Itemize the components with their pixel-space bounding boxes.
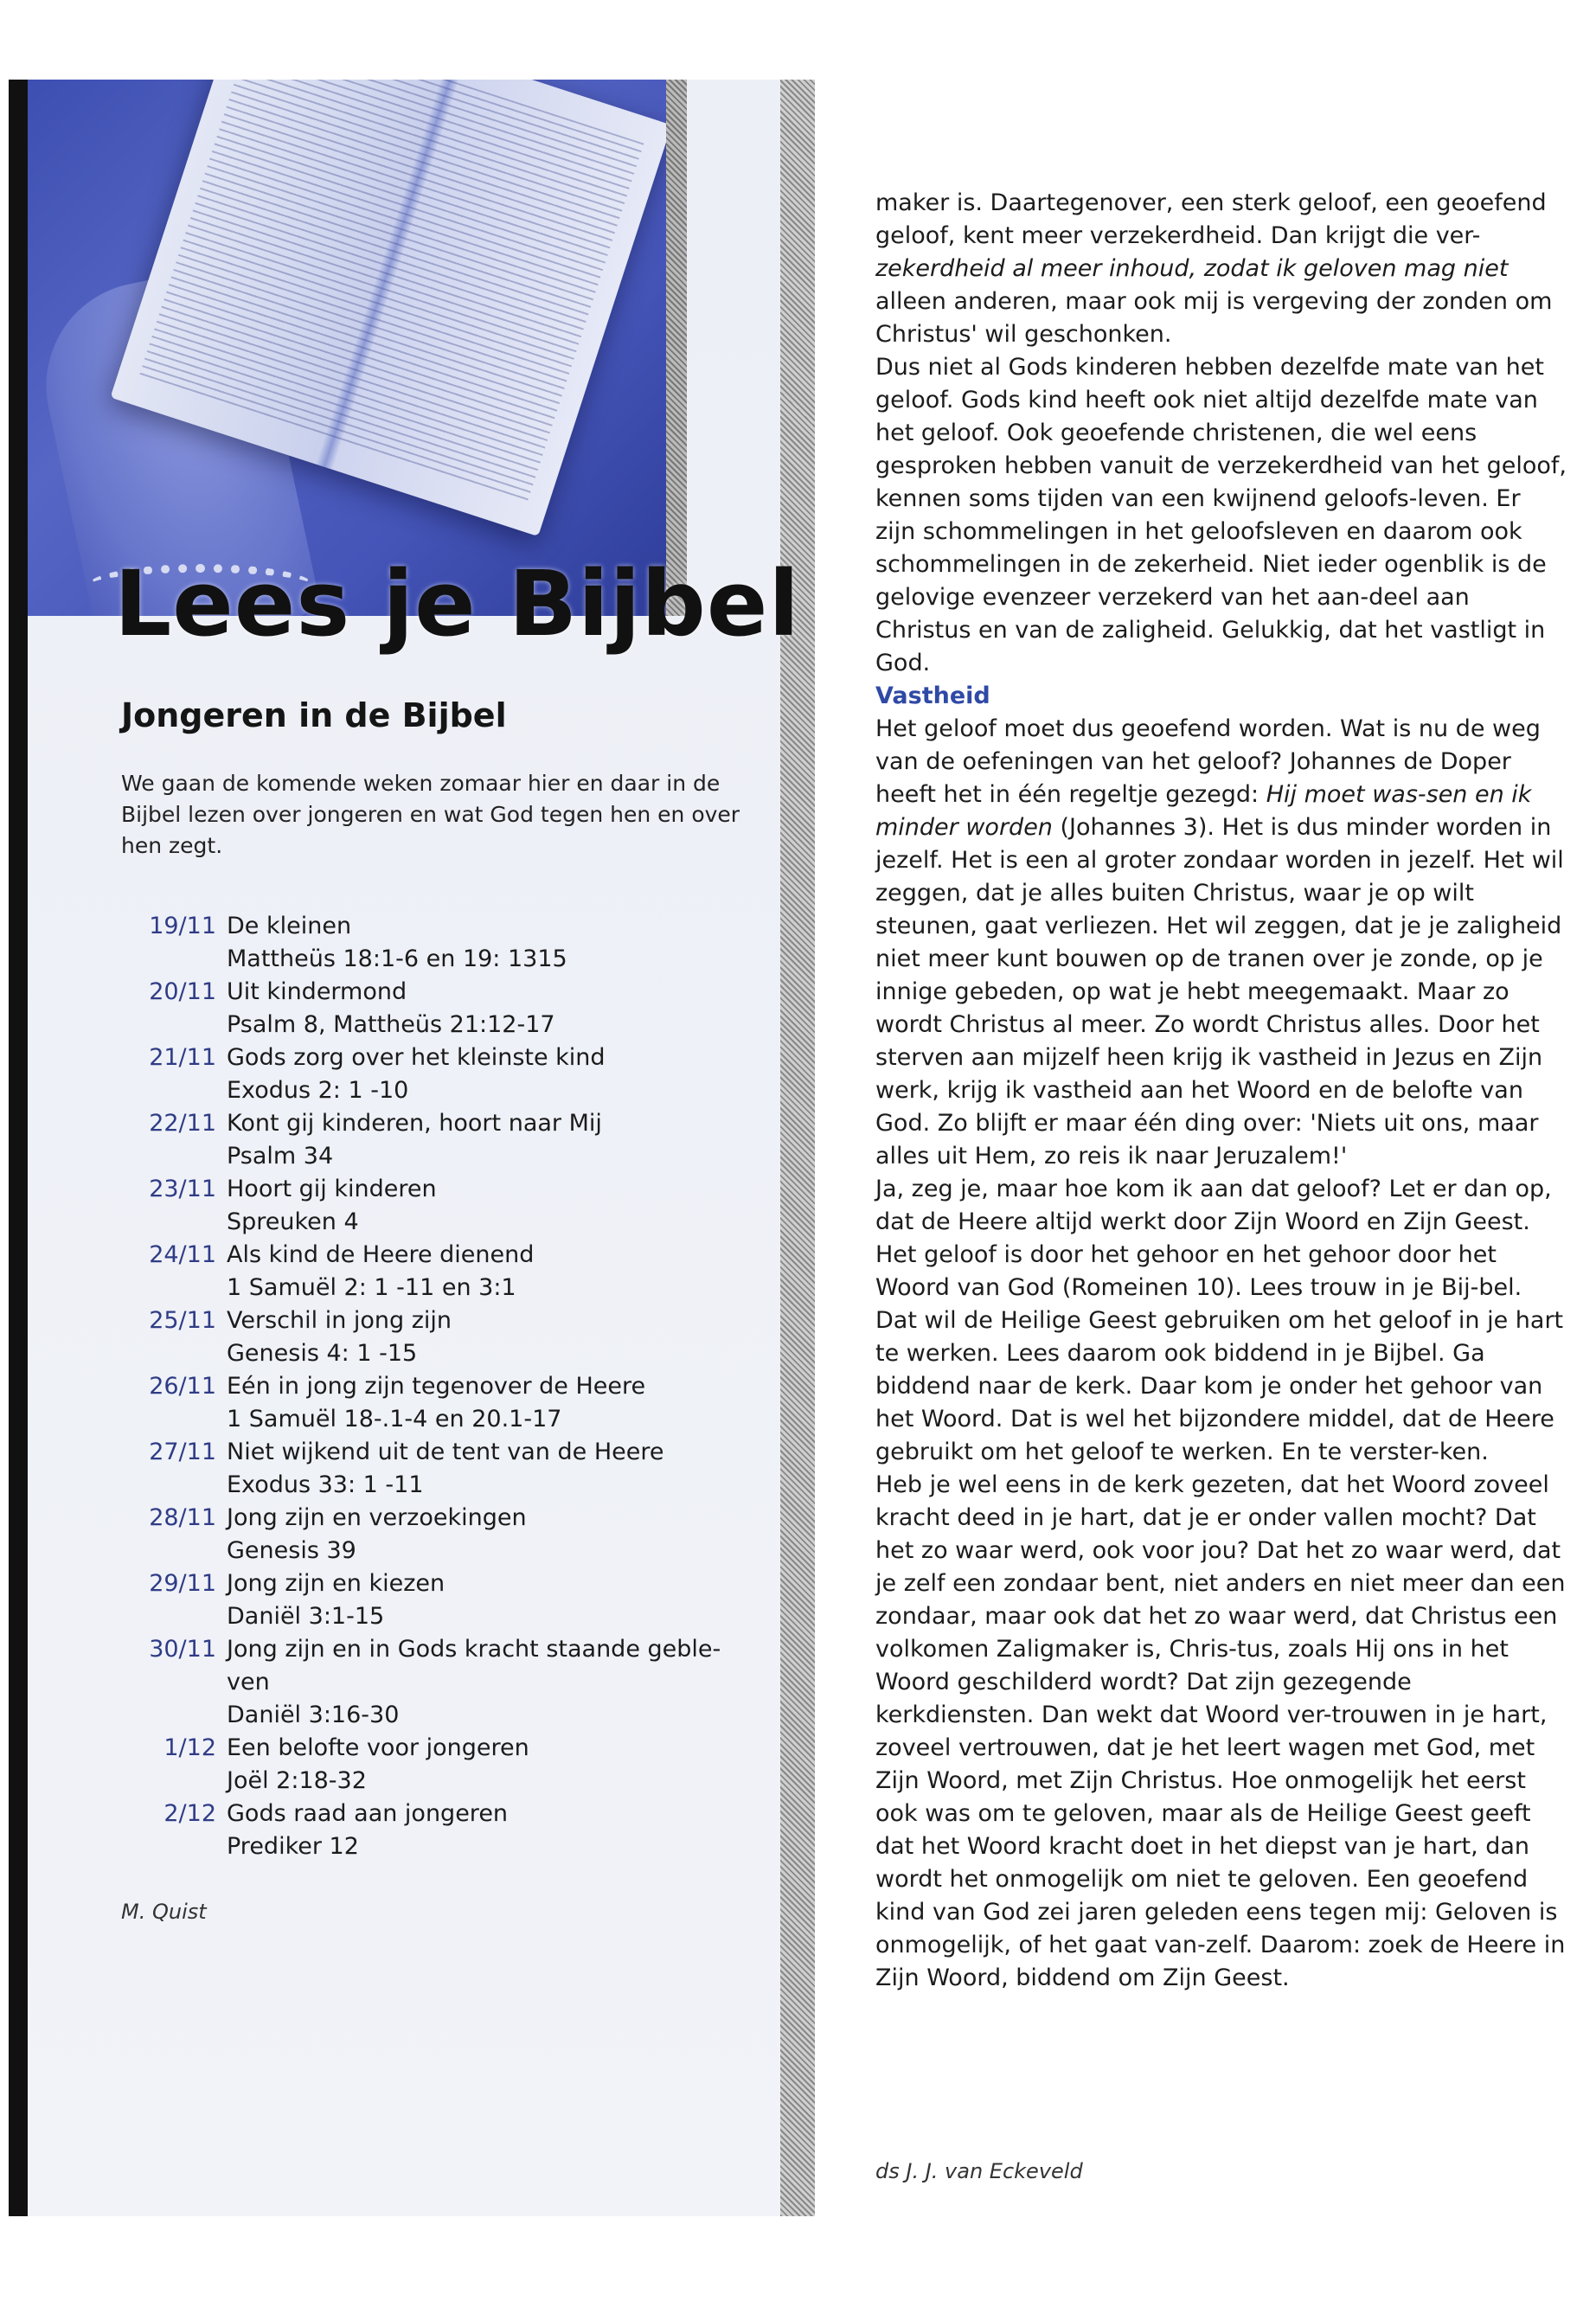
schedule-entry: [121, 1732, 761, 1798]
schedule-title: Een belofte voor jongeren: [227, 1734, 529, 1761]
sidebar-author: M. Quist: [121, 1900, 207, 1924]
schedule-date: 19/11: [149, 913, 216, 939]
schedule-date: 30/11: [149, 1636, 216, 1663]
article-body: [875, 187, 1567, 1995]
scan-edge: [9, 80, 28, 2216]
schedule-date: 25/11: [149, 1307, 216, 1334]
schedule-date: 26/11: [149, 1373, 216, 1400]
schedule-ref: Mattheüs 18:1-6 en 19: 1315: [227, 945, 567, 972]
schedule-title: Als kind de Heere dienend: [227, 1241, 535, 1268]
schedule-date: 1/12: [163, 1734, 216, 1761]
schedule-entry: [121, 1502, 761, 1567]
text-run: maker is. Daartegenover, een sterk geloof, een geoefend geloof, kent meer verzekerdheid. Dan krijgt die ver-: [875, 189, 1547, 249]
schedule-date: 2/12: [163, 1800, 216, 1827]
schedule-title: Gods raad aan jongeren: [227, 1800, 509, 1827]
schedule-title: Niet wijkend uit de tent van de Heere: [227, 1439, 664, 1465]
schedule-ref: Spreuken 4: [227, 1208, 359, 1235]
schedule-date: 29/11: [149, 1570, 216, 1597]
schedule-date: 22/11: [149, 1110, 216, 1137]
schedule-entry: [121, 1107, 761, 1173]
schedule-ref: Genesis 39: [227, 1537, 356, 1564]
schedule-title: Hoort gij kinderen: [227, 1176, 437, 1202]
schedule-date: 24/11: [149, 1241, 216, 1268]
schedule-ref: Daniël 3:16-30: [227, 1702, 400, 1728]
schedule-entry: [121, 1370, 761, 1436]
hero-image: [28, 80, 666, 616]
schedule-ref: 1 Samuël 18-.1-4 en 20.1-17: [227, 1406, 562, 1433]
reading-schedule: [121, 910, 761, 1863]
hero-shadow: [666, 80, 687, 616]
schedule-ref: Prediker 12: [227, 1833, 359, 1860]
article-paragraph: Dus niet al Gods kinderen hebben dezelfde mate van het geloof. Gods kind heeft ook niet altijd dezelfde mate van het geloof. Ook geoefende christenen, die wel eens gesproken hebben vanuit de verzekerdheid van het geloof, kennen soms tijden van een kwijnend geloofs-leven. Er zijn schommelingen in het geloofsleven en daarom ook schommelingen in de zekerheid. Niet ieder ogenblik is de gelovige evenzeer verzekerd van het aan-deel aan Christus en van de zaligheid. Gelukkig, dat het vastligt in God.: [875, 354, 1567, 676]
schedule-entry: [121, 1173, 761, 1239]
schedule-ref: Psalm 8, Mattheüs 21:12-17: [227, 1011, 555, 1038]
schedule-ref: Psalm 34: [227, 1143, 334, 1170]
page-title: Lees je Bijbel: [114, 551, 801, 657]
schedule-title: Uit kindermond: [227, 978, 407, 1005]
schedule-date: 28/11: [149, 1504, 216, 1531]
schedule-title: Kont gij kinderen, hoort naar Mij: [227, 1110, 602, 1137]
schedule-ref: Genesis 4: 1 -15: [227, 1340, 418, 1367]
sidebar-intro: We gaan de komende weken zomaar hier en daar in de Bijbel lezen over jongeren en wat God tegen hen en over hen zegt.: [121, 771, 740, 858]
schedule-entry: [121, 976, 761, 1042]
article-paragraph: Heb je wel eens in de kerk gezeten, dat het Woord zoveel kracht deed in je hart, dat je er onder vallen mocht? Dat het zo waar werd, ook voor jou? Dat het zo waar werd, dat je zelf een zondaar bent, niet anders en niet meer dan een zondaar, maar ook dat het zo waar werd, dat Christus een volkomen Zaligmaker is, Chris-tus, zoals Hij ons in het Woord geschilderd wordt? Dat zijn gezegende kerkdiensten. Dan wekt dat Woord ver-trouwen in je hart, zoveel vertrouwen, dat je het leert wagen met God, met Zijn Woord, met Zijn Christus. Hoe onmogelijk het eerst ook was om te geloven, maar als de Heilige Geest geeft dat het Woord kracht doet in het diepst van je hart, dan wordt het onmogelijk om niet te geloven. Een geoefend kind van God zei jaren geleden eens tegen mij: Geloven is onmogelijk, of het gaat van-zelf. Daarom: zoek de Heere in Zijn Woord, biddend om Zijn Geest.: [875, 1471, 1566, 1991]
article-author: ds J. J. van Eckeveld: [875, 2159, 1083, 2183]
schedule-ref: 1 Samuël 2: 1 -11 en 3:1: [227, 1274, 516, 1301]
schedule-title: Verschil in jong zijn: [227, 1307, 452, 1334]
schedule-entry: [121, 1304, 761, 1370]
schedule-ref: Exodus 2: 1 -10: [227, 1077, 409, 1104]
schedule-ref: Joël 2:18-32: [227, 1767, 367, 1794]
schedule-entry: [121, 1633, 761, 1732]
schedule-date: 23/11: [149, 1176, 216, 1202]
schedule-entry: [121, 1042, 761, 1107]
schedule-date: 27/11: [149, 1439, 216, 1465]
text-run: alleen anderen, maar ook mij is vergeving der zonden om Christus' wil geschonken.: [875, 288, 1553, 348]
schedule-ref: Exodus 33: 1 -11: [227, 1471, 424, 1498]
schedule-title: De kleinen: [227, 913, 352, 939]
article-paragraph: [875, 187, 1567, 351]
schedule-title: Eén in jong zijn tegenover de Heere: [227, 1373, 646, 1400]
article-paragraph: [875, 713, 1567, 1173]
article-subheading: Vastheid: [875, 683, 990, 709]
sidebar-shadow: [780, 80, 815, 2216]
article-paragraph: Ja, zeg je, maar hoe kom ik aan dat geloof? Let er dan op, dat de Heere altijd werkt door Zijn Woord en Zijn Geest. Het geloof is door het gehoor en het gehoor door het Woord van God (Romeinen 10). Lees trouw in je Bij-bel. Dat wil de Heilige Geest gebruiken om het geloof in je hart te werken. Lees daarom ook biddend in je Bijbel. Ga biddend naar de kerk. Daar kom je onder het gehoor van het Woord. Dat is wel het bijzondere middel, dat de Heere gebruikt om het geloof te werken. En te verster-ken.: [875, 1176, 1564, 1465]
sidebar-heading: Jongeren in de Bijbel: [121, 696, 507, 734]
schedule-title: Gods zorg over het kleinste kind: [227, 1044, 606, 1071]
emphasis-run: zekerdheid al meer inhoud, zodat ik geloven mag niet: [875, 255, 1509, 282]
emphasis-run: Hij moet was-sen en ik minder worden: [875, 781, 1532, 841]
schedule-date: 20/11: [149, 978, 216, 1005]
schedule-title: Jong zijn en in Gods kracht staande geble-: [227, 1636, 721, 1663]
schedule-entry: [121, 1239, 761, 1304]
text-run: Het geloof moet dus geoefend worden. Wat is nu de weg van de oefeningen van het geloof? Johannes de Doper heeft het in één regeltje gezegd:: [875, 715, 1541, 808]
schedule-title: Jong zijn en verzoekingen: [227, 1504, 527, 1531]
schedule-entry: [121, 1436, 761, 1502]
schedule-entry: [121, 1798, 761, 1863]
schedule-date: 21/11: [149, 1044, 216, 1071]
schedule-ref: Daniël 3:1-15: [227, 1603, 385, 1630]
schedule-entry: [121, 1567, 761, 1633]
schedule-title: Jong zijn en kiezen: [227, 1570, 445, 1597]
schedule-title-cont: ven: [227, 1669, 270, 1695]
text-run: (Johannes 3). Het is dus minder worden in jezelf. Het is een al groter zondaar worden in jezelf. Het wil zeggen, dat je alles buiten Christus, waar je op wilt steunen, gaat verliezen. Het wil zeggen, dat je je zaligheid niet meer kunt bouwen op de tranen over je zonde, op je innige gebeden, op wat je hebt meegemaakt. Maar zo wordt Christus al meer. Zo wordt Christus alles. Door het sterven aan mijzelf heen krijg ik vastheid in Jezus en Zijn werk, krijg ik vastheid aan het Woord en de belofte van God. Zo blijft er maar één ding over: 'Niets uit ons, maar alles uit Hem, zo reis ik naar Jeruzalem!': [875, 814, 1564, 1170]
schedule-entry: [121, 910, 761, 976]
